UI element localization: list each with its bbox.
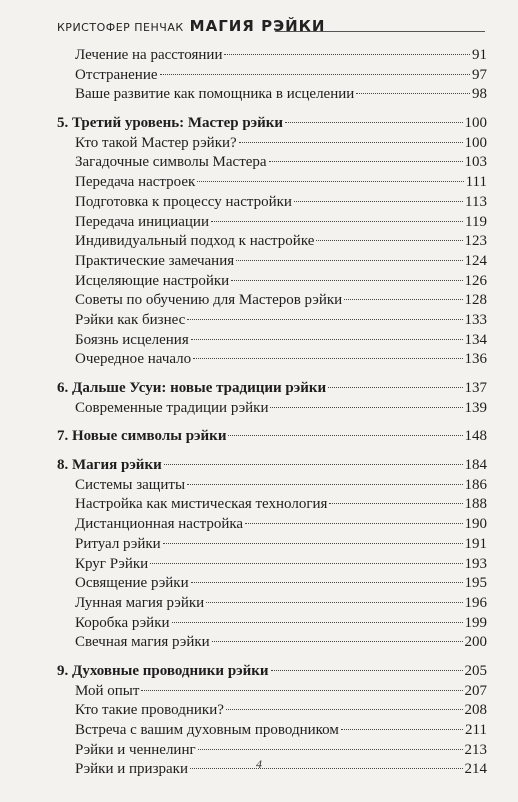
toc-entry-title: Отстранение — [75, 66, 158, 83]
dot-leader — [198, 749, 463, 750]
toc-entry — [57, 495, 487, 515]
toc-entry-title: Освящение рэйки — [75, 575, 189, 592]
toc-entry — [57, 721, 487, 741]
header-book-title: МАГИЯ РЭЙКИ — [189, 17, 326, 35]
dot-leader — [226, 709, 463, 710]
toc-entry-page: 196 — [464, 594, 487, 611]
toc-chapter-entry — [57, 456, 487, 476]
toc-entry-title: 7. Новые символы рэйки — [57, 428, 227, 445]
toc-entry-title: Рэйки и ченнелинг — [75, 741, 196, 758]
toc-entry-page: 200 — [464, 634, 487, 651]
toc-entry — [57, 701, 487, 721]
toc-entry-page: 134 — [464, 331, 487, 348]
toc-entry — [57, 134, 487, 154]
dot-leader — [329, 503, 462, 504]
toc-entry-page: 124 — [464, 252, 487, 269]
toc-entry — [57, 85, 487, 105]
table-of-contents — [57, 46, 487, 780]
toc-entry — [57, 173, 487, 193]
toc-entry-title: Встреча с вашим духовным проводником — [75, 722, 339, 738]
dot-leader — [212, 641, 463, 642]
toc-entry — [57, 515, 487, 535]
dot-leader — [245, 523, 462, 524]
toc-entry-title: Ваше развитие как помощника в исцелении — [75, 86, 355, 103]
toc-entry — [57, 153, 487, 173]
toc-entry-page: 208 — [464, 702, 487, 719]
header-author: КРИСТОФЕР ПЕНЧАК — [57, 21, 184, 34]
toc-entry-title: Практические замечания — [75, 252, 235, 269]
toc-entry-title: Ритуал рэйки — [75, 535, 161, 552]
toc-entry — [57, 66, 487, 86]
toc-entry-title: Советы по обучению для Мастеров рэйки — [75, 292, 343, 309]
toc-entry-page: 186 — [464, 476, 487, 493]
dot-leader — [328, 387, 462, 388]
dot-leader — [193, 358, 462, 359]
dot-leader — [228, 435, 462, 436]
toc-entry-page: 133 — [464, 311, 487, 328]
running-title — [57, 17, 325, 35]
toc-entry-page: 199 — [464, 614, 487, 631]
toc-entry-title: Подготовка к процессу настройки — [75, 193, 292, 210]
toc-entry-page: 123 — [464, 233, 487, 250]
toc-entry-page: 188 — [464, 496, 487, 513]
toc-entry-title: Лечение на расстоянии — [75, 47, 223, 63]
toc-entry — [57, 555, 487, 575]
dot-leader — [270, 407, 462, 408]
toc-entry — [57, 399, 487, 419]
dot-leader — [271, 670, 463, 671]
toc-entry-title: 5. Третий уровень: Мастер рэйки — [57, 115, 284, 132]
toc-entry-page: 113 — [465, 193, 487, 210]
toc-entry-title: Рэйки и призраки — [75, 761, 188, 778]
toc-entry — [57, 614, 487, 634]
toc-entry-page: 190 — [464, 516, 487, 533]
dot-leader — [187, 484, 462, 485]
toc-entry-title: Очередное начало — [75, 351, 192, 368]
toc-entry — [57, 232, 487, 252]
dot-leader — [224, 54, 470, 55]
toc-entry — [57, 272, 487, 292]
toc-entry — [57, 594, 487, 614]
toc-entry-title: Боязнь исцеления — [75, 331, 189, 348]
toc-entry — [57, 350, 487, 370]
toc-entry-title: Круг Рэйки — [75, 555, 149, 572]
dot-leader — [187, 319, 462, 320]
toc-chapter-entry — [57, 114, 487, 134]
dot-leader — [150, 563, 462, 564]
toc-entry — [57, 193, 487, 213]
toc-entry-title: Рэйки как бизнес — [75, 311, 186, 328]
toc-entry — [57, 535, 487, 555]
toc-entry — [57, 682, 487, 702]
toc-entry-title: Кто такой Мастер рэйки? — [75, 134, 237, 151]
toc-entry — [57, 311, 487, 331]
toc-entry-page: 91 — [472, 47, 487, 63]
toc-entry-title: Коробка рэйки — [75, 614, 170, 631]
dot-leader — [316, 240, 462, 241]
toc-entry-page: 100 — [464, 134, 487, 151]
toc-entry-page: 126 — [464, 272, 487, 289]
toc-entry-title: Исцеляющие настройки — [75, 272, 230, 289]
toc-entry — [57, 213, 487, 233]
toc-entry-title: Загадочные символы Мастера — [75, 154, 267, 171]
toc-entry-title: 9. Духовные проводники рэйки — [57, 662, 269, 679]
toc-entry — [57, 476, 487, 496]
toc-entry-page: 213 — [464, 741, 487, 758]
toc-entry-title: Свечная магия рэйки — [75, 634, 210, 651]
toc-entry-title: Мой опыт — [75, 682, 140, 699]
running-header — [57, 15, 485, 37]
toc-entry-page: 207 — [464, 682, 487, 699]
toc-entry-page: 98 — [472, 86, 487, 103]
toc-entry-page: 193 — [464, 555, 487, 572]
toc-entry — [57, 252, 487, 272]
toc-entry-page: 184 — [464, 457, 487, 474]
dot-leader — [239, 142, 463, 143]
toc-entry-page: 103 — [464, 154, 487, 171]
toc-entry-title: Передача инициации — [75, 213, 209, 230]
dot-leader — [344, 299, 462, 300]
page-number: 4 — [256, 757, 262, 771]
toc-entry-title: Настройка как мистическая технология — [75, 496, 328, 513]
header-rule — [275, 31, 485, 32]
toc-entry — [57, 633, 487, 653]
dot-leader — [285, 122, 462, 123]
toc-entry-page: 148 — [464, 428, 487, 445]
dot-leader — [231, 280, 462, 281]
toc-entry — [57, 574, 487, 594]
toc-entry-title: 8. Магия рэйки — [57, 457, 162, 474]
toc-entry-page: 137 — [464, 380, 487, 396]
toc-entry-page: 211 — [465, 722, 487, 738]
dot-leader — [172, 622, 463, 623]
toc-entry-page: 111 — [465, 174, 487, 191]
toc-entry-page: 128 — [464, 292, 487, 309]
toc-entry-page: 97 — [472, 66, 487, 83]
toc-entry-page: 119 — [465, 213, 487, 230]
toc-entry-title: Системы защиты — [75, 476, 186, 493]
toc-chapter-entry — [57, 379, 487, 399]
dot-leader — [269, 161, 463, 162]
toc-entry-page: 195 — [464, 575, 487, 592]
toc-entry-page: 139 — [464, 399, 487, 416]
toc-entry-page: 100 — [464, 115, 487, 132]
toc-entry-title: Дистанционная настройка — [75, 516, 244, 533]
dot-leader — [191, 582, 463, 583]
toc-entry-title: Передача настроек — [75, 174, 196, 191]
dot-leader — [160, 74, 470, 75]
dot-leader — [197, 181, 463, 182]
toc-entry-page: 205 — [464, 662, 487, 679]
dot-leader — [341, 729, 463, 730]
dot-leader — [141, 690, 462, 691]
toc-chapter-entry — [57, 427, 487, 447]
toc-entry — [57, 291, 487, 311]
dot-leader — [236, 260, 462, 261]
toc-entry-title: Кто такие проводники? — [75, 702, 224, 719]
dot-leader — [164, 464, 463, 465]
toc-entry-page: 191 — [464, 535, 487, 552]
toc-entry-title: Индивидуальный подход к настройке — [75, 233, 315, 250]
dot-leader — [294, 201, 463, 202]
toc-entry — [57, 331, 487, 351]
toc-chapter-entry — [57, 662, 487, 682]
toc-entry-page: 214 — [464, 761, 487, 778]
dot-leader — [211, 221, 463, 222]
dot-leader — [356, 93, 470, 94]
dot-leader — [191, 339, 463, 340]
toc-entry-page: 136 — [464, 351, 487, 368]
dot-leader — [206, 602, 462, 603]
toc-entry-title: Лунная магия рэйки — [75, 594, 205, 611]
toc-entry-title: Современные традиции рэйки — [75, 399, 269, 416]
dot-leader — [163, 543, 463, 544]
toc-entry-title: 6. Дальше Усуи: новые традиции рэйки — [57, 380, 327, 396]
toc-entry — [57, 46, 487, 66]
